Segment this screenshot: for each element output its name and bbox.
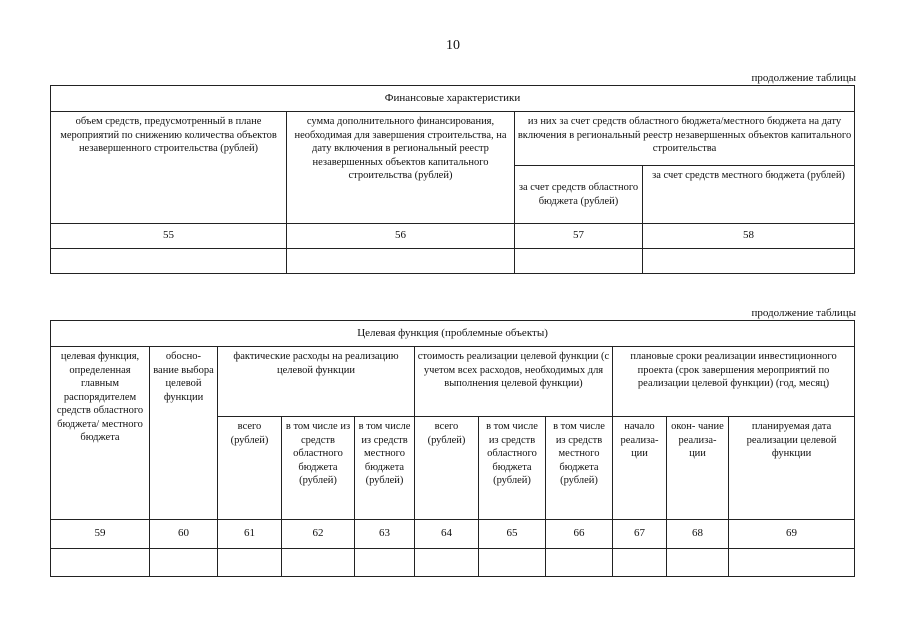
header-col-59: целевая функция, определенная главным распорядителем средств областного бюджета/ местного бюджета (51, 347, 150, 520)
column-number-58: 58 (643, 224, 855, 249)
column-number-63: 63 (355, 520, 415, 549)
table2-title: Целевая функция (проблемные объекты) (51, 321, 855, 347)
column-number-57: 57 (515, 224, 643, 249)
header-group-actual-expenses: фактические расходы на реализацию целевой функции (218, 347, 415, 417)
target-function-table (50, 320, 855, 577)
empty-cell (287, 249, 515, 274)
header-group-planned-terms: плановые сроки реализации инвестиционного проекта (срок завершения мероприятий по реализации целевой функции) (год, месяц) (613, 347, 855, 417)
table1-title: Финансовые характеристики (51, 86, 855, 112)
header-col-68: окон- чание реализа- ции (667, 417, 729, 520)
empty-cell (150, 549, 218, 577)
column-number-61: 61 (218, 520, 282, 549)
table2-continuation-label: продолжение таблицы (751, 307, 856, 319)
header-col-55: объем средств, предусмотренный в плане мероприятий по снижению количества объектов незавершенного строительства (рублей) (51, 112, 287, 224)
empty-cell (546, 549, 613, 577)
column-number-62: 62 (282, 520, 355, 549)
empty-cell (282, 549, 355, 577)
empty-cell (667, 549, 729, 577)
empty-cell (355, 549, 415, 577)
column-number-67: 67 (613, 520, 667, 549)
table1-continuation-label: продолжение таблицы (751, 72, 856, 84)
column-number-64: 64 (415, 520, 479, 549)
header-col-57: за счет средств областного бюджета (рублей) (515, 166, 643, 224)
empty-cell (415, 549, 479, 577)
empty-cell (729, 549, 855, 577)
column-number-59: 59 (51, 520, 150, 549)
header-col-64: всего (рублей) (415, 417, 479, 520)
column-number-55: 55 (51, 224, 287, 249)
empty-cell (479, 549, 546, 577)
header-col-56: сумма дополнительного финансирования, необходимая для завершения строительства, на дату включения в региональный реестр незавершенных объектов капитального строительства (рублей) (287, 112, 515, 224)
header-col-66: в том числе из средств местного бюджета (рублей) (546, 417, 613, 520)
header-col-65: в том числе из средств областного бюджета (рублей) (479, 417, 546, 520)
empty-cell (515, 249, 643, 274)
financial-characteristics-table (50, 85, 855, 274)
column-number-66: 66 (546, 520, 613, 549)
header-group-budget-sources: из них за счет средств областного бюджета/местного бюджета на дату включения в региональный реестр незавершенных объектов капитального строительства (515, 112, 855, 166)
column-number-65: 65 (479, 520, 546, 549)
header-col-67: начало реализа- ции (613, 417, 667, 520)
column-number-60: 60 (150, 520, 218, 549)
header-col-61: всего (рублей) (218, 417, 282, 520)
empty-cell (51, 249, 287, 274)
empty-cell (643, 249, 855, 274)
page-number: 10 (446, 38, 460, 53)
header-col-69: планируемая дата реализации целевой функции (729, 417, 855, 520)
column-number-68: 68 (667, 520, 729, 549)
header-col-58: за счет средств местного бюджета (рублей) (643, 166, 855, 224)
column-number-56: 56 (287, 224, 515, 249)
empty-cell (613, 549, 667, 577)
header-col-63: в том числе из средств местного бюджета (рублей) (355, 417, 415, 520)
empty-cell (51, 549, 150, 577)
header-col-60: обосно- вание выбора целевой функции (150, 347, 218, 520)
empty-cell (218, 549, 282, 577)
column-number-69: 69 (729, 520, 855, 549)
header-col-62: в том числе из средств областного бюджета (рублей) (282, 417, 355, 520)
header-group-implementation-cost: стоимость реализации целевой функции (с учетом всех расходов, необходимых для выполнения целевой функции) (415, 347, 613, 417)
